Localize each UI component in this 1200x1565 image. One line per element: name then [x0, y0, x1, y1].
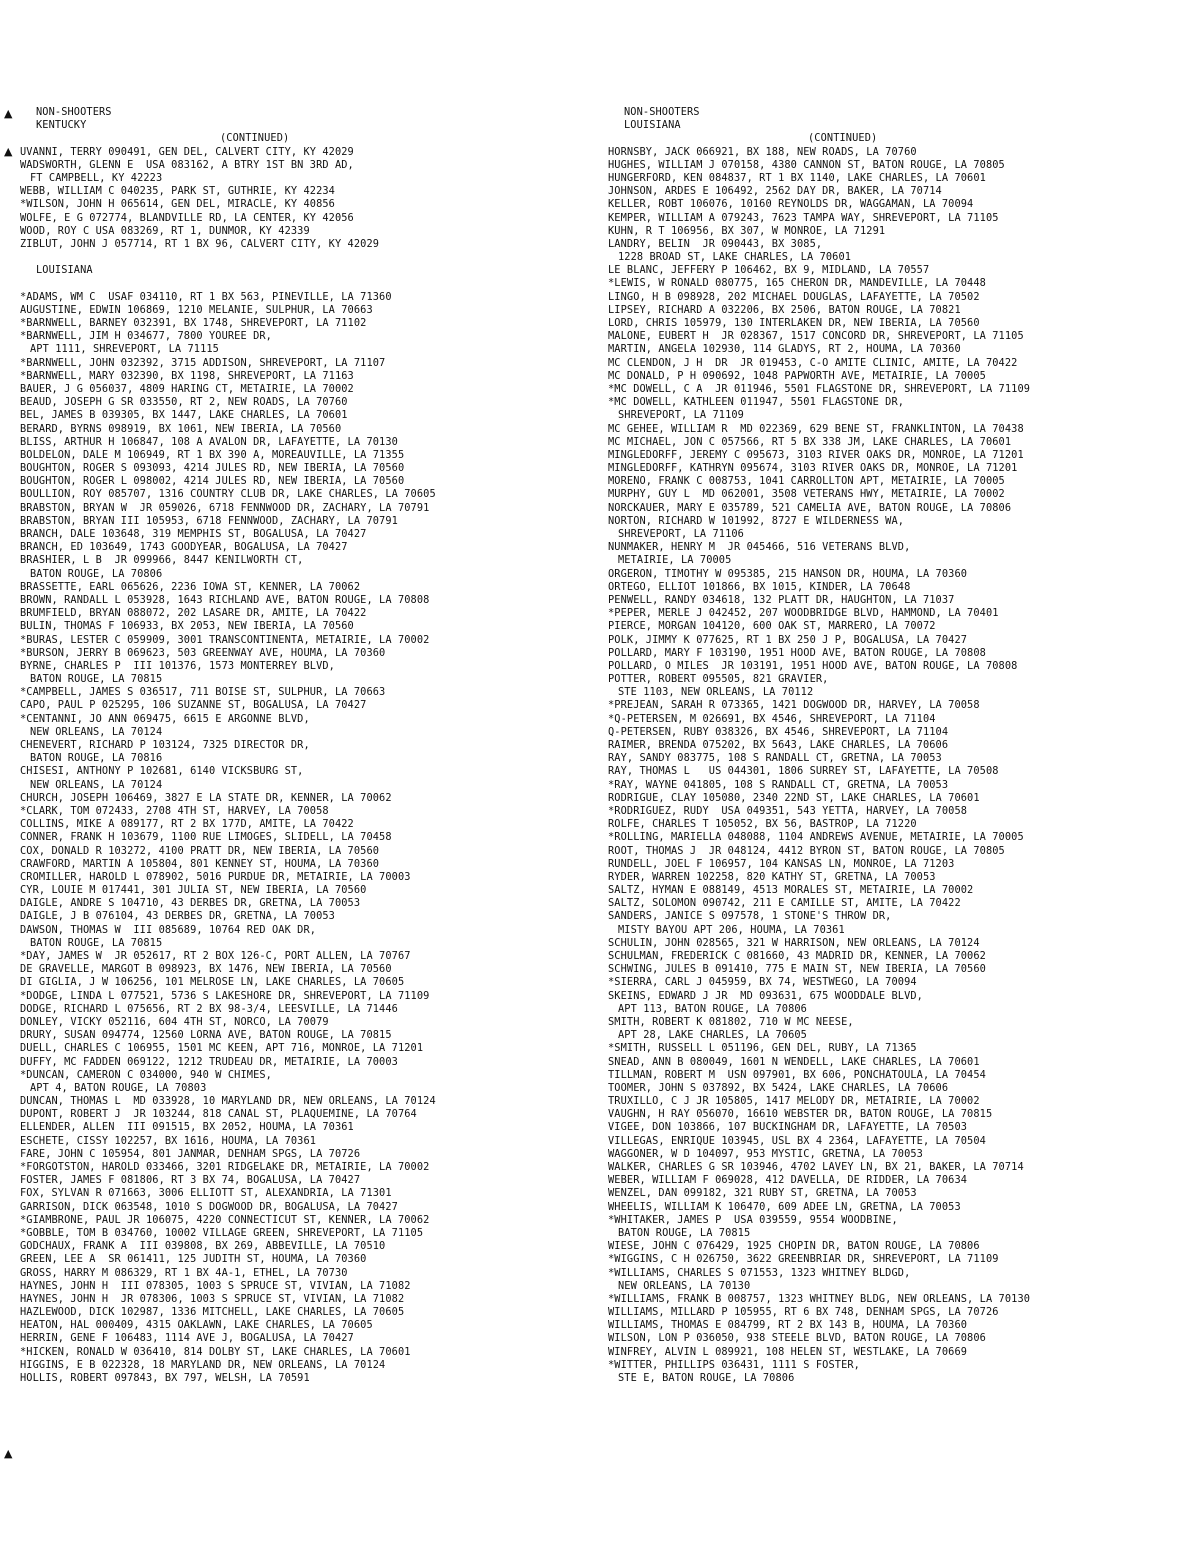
directory-entry: DUELL, CHARLES C 106955, 1501 MC KEEN, APT 716, MONROE, LA 71201	[20, 1042, 424, 1055]
directory-entry: BRABSTON, BRYAN W JR 059026, 6718 FENNWOOD DR, ZACHARY, LA 70791	[20, 501, 430, 514]
directory-entry: SALTZ, HYMAN E 088149, 4513 MORALES ST, METAIRIE, LA 70002	[608, 884, 974, 897]
directory-entry: BAUER, J G 056037, 4809 HARING CT, METAIRIE, LA 70002	[20, 382, 354, 395]
directory-entry: ROLFE, CHARLES T 105052, BX 56, BASTROP, LA 71220	[608, 818, 917, 831]
directory-entry: *PEPER, MERLE J 042452, 207 WOODBRIDGE BLVD, HAMMOND, LA 70401	[608, 607, 999, 620]
directory-entry: BOULLION, ROY 085707, 1316 COUNTRY CLUB DR, LAKE CHARLES, LA 70605	[20, 488, 436, 501]
directory-entry: DUPONT, ROBERT J JR 103244, 818 CANAL ST, PLAQUEMINE, LA 70764	[20, 1108, 417, 1121]
directory-entry: *BARNWELL, MARY 032390, BX 1198, SHREVEPORT, LA 71163	[20, 369, 354, 382]
directory-entry: *DUNCAN, CAMERON C 034000, 940 W CHIMES,	[20, 1068, 272, 1081]
directory-entry: SKEINS, EDWARD J JR MD 093631, 675 WOODDALE BLVD,	[608, 989, 923, 1002]
directory-entry: *ADAMS, WM C USAF 034110, RT 1 BX 563, PINEVILLE, LA 71360	[20, 290, 392, 303]
directory-entry: *LEWIS, W RONALD 080775, 165 CHERON DR, MANDEVILLE, LA 70448	[608, 277, 986, 290]
directory-entry: LANDRY, BELIN JR 090443, BX 3085,	[608, 237, 823, 250]
directory-entry: RUNDELL, JOEL F 106957, 104 KANSAS LN, MONROE, LA 71203	[608, 857, 955, 870]
directory-entry: CRAWFORD, MARTIN A 105804, 801 KENNEY ST, HOUMA, LA 70360	[20, 857, 380, 870]
directory-entry: WEBB, WILLIAM C 040235, PARK ST, GUTHRIE, KY 42234	[20, 185, 335, 198]
directory-entry: *WILLIAMS, CHARLES S 071553, 1323 WHITNEY BLDGD,	[608, 1266, 911, 1279]
entry-continuation-line: FT CAMPBELL, KY 42223	[30, 171, 163, 184]
directory-entry: MORENO, FRANK C 008753, 1041 CARROLLTON APT, METAIRIE, LA 70005	[608, 475, 1005, 488]
directory-entry: MARTIN, ANGELA 102930, 114 GLADYS, RT 2, HOUMA, LA 70360	[608, 343, 961, 356]
directory-entry: HORNSBY, JACK 066921, BX 188, NEW ROADS, LA 70760	[608, 145, 917, 158]
directory-entry: BOUGHTON, ROGER L 098002, 4214 JULES RD, NEW IBERIA, LA 70560	[20, 475, 405, 488]
entry-continuation-line: SHREVEPORT, LA 71109	[618, 409, 744, 422]
directory-entry: *SMITH, RUSSELL L 051196, GEN DEL, RUBY, LA 71365	[608, 1042, 917, 1055]
entry-continuation-line: BATON ROUGE, LA 70816	[30, 752, 163, 765]
directory-entry: LORD, CHRIS 105979, 130 INTERLAKEN DR, NEW IBERIA, LA 70560	[608, 317, 980, 329]
directory-entry: WHEELIS, WILLIAM K 106470, 609 ADEE LN, GRETNA, LA 70053	[608, 1200, 961, 1213]
entry-continuation-line: NEW ORLEANS, LA 70130	[618, 1279, 751, 1292]
directory-entry: GARRISON, DICK 063548, 1010 S DOGWOOD DR, BOGALUSA, LA 70427	[20, 1200, 398, 1213]
entry-continuation-line: STE 1103, NEW ORLEANS, LA 70112	[618, 686, 814, 699]
directory-entry: DAIGLE, ANDRE S 104710, 43 DERBES DR, GRETNA, LA 70053	[20, 897, 361, 910]
directory-entry: DE GRAVELLE, MARGOT B 098923, BX 1476, NEW IBERIA, LA 70560	[20, 963, 392, 976]
directory-entry: JOHNSON, ARDES E 106492, 2562 DAY DR, BAKER, LA 70714	[608, 185, 942, 198]
directory-entry: VAUGHN, H RAY 056070, 16610 WEBSTER DR, BATON ROUGE, LA 70815	[608, 1108, 993, 1121]
directory-entry: WILSON, LON P 036050, 938 STEELE BLVD, BATON ROUGE, LA 70806	[608, 1332, 986, 1345]
directory-entry: WILLIAMS, MILLARD P 105955, RT 6 BX 748, DENHAM SPGS, LA 70726	[608, 1306, 999, 1319]
directory-entry: GROSS, HARRY M 086329, RT 1 BX 4A-1, ETHEL, LA 70730	[20, 1266, 348, 1279]
left-column	[20, 106, 590, 1385]
directory-entry: RYDER, WARREN 102258, 820 KATHY ST, GRETNA, LA 70053	[608, 870, 936, 883]
directory-entry: CYR, LOUIE M 017441, 301 JULIA ST, NEW IBERIA, LA 70560	[20, 884, 367, 897]
directory-entry: RODRIGUE, CLAY 105080, 2340 22ND ST, LAKE CHARLES, LA 70601	[608, 791, 980, 804]
directory-entry: BRABSTON, BRYAN III 105953, 6718 FENNWOOD, ZACHARY, LA 70791	[20, 514, 398, 527]
directory-entry: HOLLIS, ROBERT 097843, BX 797, WELSH, LA 70591	[20, 1372, 310, 1384]
directory-entry: ZIBLUT, JOHN J 057714, RT 1 BX 96, CALVERT CITY, KY 42029	[20, 237, 380, 250]
directory-entry: *CLARK, TOM 072433, 2708 4TH ST, HARVEY, LA 70058	[20, 804, 329, 817]
directory-entry: BOUGHTON, ROGER S 093093, 4214 JULES RD, NEW IBERIA, LA 70560	[20, 462, 405, 475]
directory-entry: ORGERON, TIMOTHY W 095385, 215 HANSON DR, HOUMA, LA 70360	[608, 567, 968, 580]
directory-entry: UVANNI, TERRY 090491, GEN DEL, CALVERT CITY, KY 42029	[20, 145, 354, 158]
directory-entry: DAIGLE, J B 076104, 43 DERBES DR, GRETNA, LA 70053	[20, 910, 335, 923]
directory-entry: POTTER, ROBERT 095505, 821 GRAVIER,	[608, 673, 829, 686]
directory-entry: ESCHETE, CISSY 102257, BX 1616, HOUMA, LA 70361	[20, 1134, 317, 1147]
directory-entry: MINGLEDORFF, KATHRYN 095674, 3103 RIVER OAKS DR, MONROE, LA 71201	[608, 462, 1018, 475]
directory-entry: *GOBBLE, TOM B 034760, 10002 VILLAGE GREEN, SHREVEPORT, LA 71105	[20, 1226, 424, 1239]
directory-entry: BRANCH, DALE 103648, 319 MEMPHIS ST, BOGALUSA, LA 70427	[20, 528, 367, 540]
directory-entry: SCHWING, JULES B 091410, 775 E MAIN ST, NEW IBERIA, LA 70560	[608, 963, 986, 976]
directory-entry: BRANCH, ED 103649, 1743 GOODYEAR, BOGALUSA, LA 70427	[20, 541, 348, 554]
directory-entry: LIPSEY, RICHARD A 032206, BX 2506, BATON ROUGE, LA 70821	[608, 303, 961, 316]
directory-entry: KELLER, ROBT 106076, 10160 REYNOLDS DR, WAGGAMAN, LA 70094	[608, 198, 974, 211]
directory-entry: BRASSETTE, EARL 065626, 2236 IOWA ST, KENNER, LA 70062	[20, 580, 361, 593]
directory-entry: SANDERS, JANICE S 097578, 1 STONE'S THROW DR,	[608, 910, 892, 923]
entry-continuation-line: BATON ROUGE, LA 70815	[30, 936, 163, 949]
directory-entry: *WHITAKER, JAMES P USA 039559, 9554 WOODBINE,	[608, 1213, 898, 1226]
directory-entry: CHURCH, JOSEPH 106469, 3827 E LA STATE DR, KENNER, LA 70062	[20, 791, 392, 804]
directory-entry: NORTON, RICHARD W 101992, 8727 E WILDERNESS WA,	[608, 514, 905, 527]
directory-entry: *Q-PETERSEN, M 026691, BX 4546, SHREVEPORT, LA 71104	[608, 712, 936, 725]
entry-continuation-line: MISTY BAYOU APT 206, HOUMA, LA 70361	[618, 923, 845, 936]
margin-mark: ▲	[4, 107, 13, 120]
entry-continuation-line: APT 4, BATON ROUGE, LA 70803	[30, 1081, 207, 1094]
directory-entry: *DODGE, LINDA L 077521, 5736 S LAKESHORE DR, SHREVEPORT, LA 71109	[20, 989, 430, 1002]
directory-entry: Q-PETERSEN, RUBY 038326, BX 4546, SHREVEPORT, LA 71104	[608, 725, 949, 738]
directory-entry: *DAY, JAMES W JR 052617, RT 2 BOX 126-C, PORT ALLEN, LA 70767	[20, 950, 411, 962]
directory-entry: ROOT, THOMAS J JR 048124, 4412 BYRON ST, BATON ROUGE, LA 70805	[608, 844, 1005, 857]
directory-entry: COLLINS, MIKE A 089177, RT 2 BX 177D, AMITE, LA 70422	[20, 818, 354, 831]
directory-entry: *MC DOWELL, KATHLEEN 011947, 5501 FLAGSTONE DR,	[608, 396, 905, 409]
directory-entry: MINGLEDORFF, JEREMY C 095673, 3103 RIVER OAKS DR, MONROE, LA 71201	[608, 448, 1024, 461]
directory-entry: KUHN, R T 106956, BX 307, W MONROE, LA 71291	[608, 224, 886, 237]
directory-entry: FOSTER, JAMES F 081806, RT 3 BX 74, BOGALUSA, LA 70427	[20, 1174, 361, 1187]
directory-entry: HUGHES, WILLIAM J 070158, 4380 CANNON ST, BATON ROUGE, LA 70805	[608, 158, 1005, 171]
directory-entry: BRASHIER, L B JR 099966, 8447 KENILWORTH CT,	[20, 554, 304, 567]
directory-entry: SCHULMAN, FREDERICK C 081660, 43 MADRID DR, KENNER, LA 70062	[608, 950, 986, 962]
directory-entry: FOX, SYLVAN R 071663, 3006 ELLIOTT ST, ALEXANDRIA, LA 71301	[20, 1187, 392, 1200]
state-header: LOUISIANA	[624, 119, 681, 132]
state-header-louisiana: LOUISIANA	[36, 264, 93, 277]
directory-entry: RAY, SANDY 083775, 108 S RANDALL CT, GRETNA, LA 70053	[608, 752, 942, 765]
directory-entry: LE BLANC, JEFFERY P 106462, BX 9, MIDLAND, LA 70557	[608, 264, 930, 277]
directory-entry: NORCKAUER, MARY E 035789, 521 CAMELIA AVE, BATON ROUGE, LA 70806	[608, 501, 1012, 514]
directory-entry: CROMILLER, HAROLD L 078902, 5016 PURDUE DR, METAIRIE, LA 70003	[20, 870, 411, 883]
directory-entry: CHENEVERT, RICHARD P 103124, 7325 DIRECTOR DR,	[20, 739, 310, 751]
directory-entry: SNEAD, ANN B 080049, 1601 N WENDELL, LAKE CHARLES, LA 70601	[608, 1055, 980, 1068]
directory-entry: WOOD, ROY C USA 083269, RT 1, DUNMOR, KY 42339	[20, 224, 310, 237]
section-header: NON-SHOOTERS	[624, 106, 700, 118]
right-column	[608, 106, 1188, 1385]
directory-entry: HEATON, HAL 000409, 4315 OAKLAWN, LAKE CHARLES, LA 70605	[20, 1319, 373, 1332]
continued-label: (CONTINUED)	[220, 132, 290, 145]
directory-entry: PIERCE, MORGAN 104120, 600 OAK ST, MARRERO, LA 70072	[608, 620, 936, 633]
directory-entry: *RAY, WAYNE 041805, 108 S RANDALL CT, GRETNA, LA 70053	[608, 778, 949, 791]
directory-entry: SMITH, ROBERT K 081802, 710 W MC NEESE,	[608, 1015, 854, 1028]
entry-continuation-line: APT 28, LAKE CHARLES, LA 70605	[618, 1029, 807, 1042]
entry-continuation-line: BATON ROUGE, LA 70815	[618, 1226, 751, 1239]
directory-entry: DUNCAN, THOMAS L MD 033928, 10 MARYLAND DR, NEW ORLEANS, LA 70124	[20, 1095, 436, 1108]
entry-continuation-line: BATON ROUGE, LA 70806	[30, 567, 163, 580]
directory-entry: ORTEGO, ELLIOT 101866, BX 1015, KINDER, LA 70648	[608, 580, 911, 593]
directory-entry: *GIAMBRONE, PAUL JR 106075, 4220 CONNECTICUT ST, KENNER, LA 70062	[20, 1213, 430, 1226]
directory-entry: WADSWORTH, GLENN E USA 083162, A BTRY 1ST BN 3RD AD,	[20, 158, 354, 171]
directory-entry: HIGGINS, E B 022328, 18 MARYLAND DR, NEW ORLEANS, LA 70124	[20, 1358, 386, 1371]
directory-entry: *MC DOWELL, C A JR 011946, 5501 FLAGSTONE DR, SHREVEPORT, LA 71109	[608, 382, 1031, 395]
directory-entry: CHISESI, ANTHONY P 102681, 6140 VICKSBURG ST,	[20, 765, 304, 778]
directory-entry: HAZLEWOOD, DICK 102987, 1336 MITCHELL, LAKE CHARLES, LA 70605	[20, 1306, 405, 1319]
directory-entry: *WILLIAMS, FRANK B 008757, 1323 WHITNEY BLDG, NEW ORLEANS, LA 70130	[608, 1292, 1031, 1305]
directory-entry: CONNER, FRANK H 103679, 1100 RUE LIMOGES, SLIDELL, LA 70458	[20, 831, 392, 844]
directory-entry: WINFREY, ALVIN L 089921, 108 HELEN ST, WESTLAKE, LA 70669	[608, 1345, 968, 1358]
directory-entry: *FORGOTSTON, HAROLD 033466, 3201 RIDGELAKE DR, METAIRIE, LA 70002	[20, 1161, 430, 1173]
entry-continuation-line: BATON ROUGE, LA 70815	[30, 673, 163, 686]
directory-entry: GODCHAUX, FRANK A III 039808, BX 269, ABBEVILLE, LA 70510	[20, 1240, 386, 1253]
state-header: KENTUCKY	[36, 119, 87, 132]
louisiana-entry-list-continued	[608, 146, 1188, 1386]
kentucky-entry-list	[20, 146, 590, 252]
directory-entry: WAGGONER, W D 104097, 953 MYSTIC, GRETNA, LA 70053	[608, 1147, 923, 1160]
directory-entry: KEMPER, WILLIAM A 079243, 7623 TAMPA WAY, SHREVEPORT, LA 71105	[608, 211, 999, 224]
directory-entry: ELLENDER, ALLEN III 091515, BX 2052, HOUMA, LA 70361	[20, 1121, 354, 1134]
directory-entry: MC DONALD, P H 090692, 1048 PAPWORTH AVE, METAIRIE, LA 70005	[608, 369, 986, 382]
directory-entry: WILLIAMS, THOMAS E 084799, RT 2 BX 143 B, HOUMA, LA 70360	[608, 1319, 968, 1332]
directory-entry: *WITTER, PHILLIPS 036431, 1111 S FOSTER,	[608, 1358, 860, 1371]
entry-continuation-line: STE E, BATON ROUGE, LA 70806	[618, 1372, 795, 1384]
directory-entry: BEL, JAMES B 039305, BX 1447, LAKE CHARLES, LA 70601	[20, 409, 348, 422]
directory-entry: DI GIGLIA, J W 106256, 101 MELROSE LN, LAKE CHARLES, LA 70605	[20, 976, 405, 989]
directory-entry: DUFFY, MC FADDEN 069122, 1212 TRUDEAU DR, METAIRIE, LA 70003	[20, 1055, 398, 1068]
directory-entry: SCHULIN, JOHN 028565, 321 W HARRISON, NEW ORLEANS, LA 70124	[608, 936, 980, 949]
directory-entry: WOLFE, E G 072774, BLANDVILLE RD, LA CENTER, KY 42056	[20, 211, 354, 224]
entry-continuation-line: 1228 BROAD ST, LAKE CHARLES, LA 70601	[618, 251, 852, 264]
directory-entry: POLLARD, MARY F 103190, 1951 HOOD AVE, BATON ROUGE, LA 70808	[608, 646, 986, 659]
entry-continuation-line: APT 1111, SHREVEPORT, LA 71115	[30, 343, 219, 356]
entry-continuation-line: NEW ORLEANS, LA 70124	[30, 778, 163, 791]
directory-entry: *SIERRA, CARL J 045959, BX 74, WESTWEGO, LA 70094	[608, 976, 917, 989]
directory-entry: HAYNES, JOHN H III 078305, 1003 S SPRUCE ST, VIVIAN, LA 71082	[20, 1279, 411, 1292]
margin-mark: ▲	[4, 145, 13, 158]
directory-entry: *BURAS, LESTER C 059909, 3001 TRANSCONTINENTA, METAIRIE, LA 70002	[20, 633, 430, 646]
louisiana-entry-list	[20, 291, 590, 1386]
directory-entry: *CENTANNI, JO ANN 069475, 6615 E ARGONNE BLVD,	[20, 712, 310, 725]
directory-entry: MC CLENDON, J H DR JR 019453, C-O AMITE CLINIC, AMITE, LA 70422	[608, 356, 1018, 369]
continued-label: (CONTINUED)	[808, 132, 878, 145]
margin-mark: ▲	[4, 1447, 13, 1460]
directory-entry: *PREJEAN, SARAH R 073365, 1421 DOGWOOD DR, HARVEY, LA 70058	[608, 699, 980, 712]
directory-entry: WEBER, WILLIAM F 069028, 412 DAVELLA, DE RIDDER, LA 70634	[608, 1174, 968, 1187]
directory-entry: COX, DONALD R 103272, 4100 PRATT DR, NEW IBERIA, LA 70560	[20, 844, 380, 857]
directory-entry: RAY, THOMAS L US 044301, 1806 SURREY ST, LAFAYETTE, LA 70508	[608, 765, 999, 778]
directory-entry: SALTZ, SOLOMON 090742, 211 E CAMILLE ST, AMITE, LA 70422	[608, 897, 961, 910]
directory-entry: CAPO, PAUL P 025295, 106 SUZANNE ST, BOGALUSA, LA 70427	[20, 699, 367, 712]
directory-entry: TILLMAN, ROBERT M USN 097901, BX 606, PONCHATOULA, LA 70454	[608, 1068, 986, 1081]
directory-entry: GREEN, LEE A SR 061411, 125 JUDITH ST, HOUMA, LA 70360	[20, 1253, 367, 1266]
directory-entry: HAYNES, JOHN H JR 078306, 1003 S SPRUCE ST, VIVIAN, LA 71082	[20, 1292, 405, 1305]
directory-entry: LINGO, H B 098928, 202 MICHAEL DOUGLAS, LAFAYETTE, LA 70502	[608, 290, 980, 303]
directory-entry: PENWELL, RANDY 034618, 132 PLATT DR, HAUGHTON, LA 71037	[608, 593, 955, 606]
directory-entry: AUGUSTINE, EDWIN 106869, 1210 MELANIE, SULPHUR, LA 70663	[20, 303, 373, 316]
spacer	[20, 251, 590, 264]
directory-entry: HUNGERFORD, KEN 084837, RT 1 BX 1140, LAKE CHARLES, LA 70601	[608, 171, 986, 184]
directory-entry: *RODRIGUEZ, RUDY USA 049351, 543 YETTA, HARVEY, LA 70058	[608, 804, 968, 817]
directory-entry: *WIGGINS, C H 026750, 3622 GREENBRIAR DR, SHREVEPORT, LA 71109	[608, 1253, 999, 1266]
directory-entry: *BARNWELL, JOHN 032392, 3715 ADDISON, SHREVEPORT, LA 71107	[20, 356, 386, 369]
directory-entry: BRUMFIELD, BRYAN 088072, 202 LASARE DR, AMITE, LA 70422	[20, 607, 367, 620]
directory-entry: DAWSON, THOMAS W III 085689, 10764 RED OAK DR,	[20, 923, 317, 936]
directory-entry: BULIN, THOMAS F 106933, BX 2053, NEW IBERIA, LA 70560	[20, 620, 354, 633]
directory-entry: MC GEHEE, WILLIAM R MD 022369, 629 BENE ST, FRANKLINTON, LA 70438	[608, 422, 1024, 435]
directory-entry: MURPHY, GUY L MD 062001, 3508 VETERANS HWY, METAIRIE, LA 70002	[608, 488, 1005, 501]
entry-continuation-line: SHREVEPORT, LA 71106	[618, 528, 744, 540]
directory-entry: *HICKEN, RONALD W 036410, 814 DOLBY ST, LAKE CHARLES, LA 70601	[20, 1345, 411, 1358]
directory-entry: DODGE, RICHARD L 075656, RT 2 BX 98-3/4, LEESVILLE, LA 71446	[20, 1002, 398, 1015]
entry-continuation-line: NEW ORLEANS, LA 70124	[30, 725, 163, 738]
directory-entry: POLK, JIMMY K 077625, RT 1 BX 250 J P, BOGALUSA, LA 70427	[608, 633, 968, 646]
directory-entry: *BURSON, JERRY B 069623, 503 GREENWAY AVE, HOUMA, LA 70360	[20, 646, 386, 659]
directory-entry: POLLARD, O MILES JR 103191, 1951 HOOD AVE, BATON ROUGE, LA 70808	[608, 659, 1018, 672]
section-header: NON-SHOOTERS	[36, 106, 112, 118]
directory-entry: WENZEL, DAN 099182, 321 RUBY ST, GRETNA, LA 70053	[608, 1187, 917, 1200]
directory-entry: *ROLLING, MARIELLA 048088, 1104 ANDREWS AVENUE, METAIRIE, LA 70005	[608, 831, 1024, 844]
directory-entry: MALONE, EUBERT H JR 028367, 1517 CONCORD DR, SHREVEPORT, LA 71105	[608, 330, 1024, 343]
directory-entry: TOOMER, JOHN S 037892, BX 5424, LAKE CHARLES, LA 70606	[608, 1081, 949, 1094]
directory-entry: MC MICHAEL, JON C 057566, RT 5 BX 338 JM, LAKE CHARLES, LA 70601	[608, 435, 1012, 448]
directory-entry: *BARNWELL, JIM H 034677, 7800 YOUREE DR,	[20, 330, 272, 343]
entry-continuation-line: METAIRIE, LA 70005	[618, 554, 732, 567]
directory-entry: VILLEGAS, ENRIQUE 103945, USL BX 4 2364, LAFAYETTE, LA 70504	[608, 1134, 986, 1147]
directory-entry: *CAMPBELL, JAMES S 036517, 711 BOISE ST, SULPHUR, LA 70663	[20, 686, 386, 699]
directory-entry: BLISS, ARTHUR H 106847, 108 A AVALON DR, LAFAYETTE, LA 70130	[20, 435, 398, 448]
directory-entry: WALKER, CHARLES G SR 103946, 4702 LAVEY LN, BX 21, BAKER, LA 70714	[608, 1161, 1024, 1173]
spacer	[20, 277, 590, 290]
directory-entry: NUNMAKER, HENRY M JR 045466, 516 VETERANS BLVD,	[608, 541, 911, 554]
directory-entry: BROWN, RANDALL L 053928, 1643 RICHLAND AVE, BATON ROUGE, LA 70808	[20, 593, 430, 606]
directory-entry: WIESE, JOHN C 076429, 1925 CHOPIN DR, BATON ROUGE, LA 70806	[608, 1240, 980, 1253]
directory-entry: VIGEE, DON 103866, 107 BUCKINGHAM DR, LAFAYETTE, LA 70503	[608, 1121, 968, 1134]
directory-entry: DONLEY, VICKY 052116, 604 4TH ST, NORCO, LA 70079	[20, 1015, 329, 1028]
directory-entry: BEAUD, JOSEPH G SR 033550, RT 2, NEW ROADS, LA 70760	[20, 396, 348, 409]
directory-entry: BYRNE, CHARLES P III 101376, 1573 MONTERREY BLVD,	[20, 659, 335, 672]
directory-entry: HERRIN, GENE F 106483, 1114 AVE J, BOGALUSA, LA 70427	[20, 1332, 354, 1345]
directory-entry: *BARNWELL, BARNEY 032391, BX 1748, SHREVEPORT, LA 71102	[20, 317, 367, 329]
directory-entry: BERARD, BYRNS 098919, BX 1061, NEW IBERIA, LA 70560	[20, 422, 342, 435]
entry-continuation-line: APT 113, BATON ROUGE, LA 70806	[618, 1002, 807, 1015]
directory-entry: TRUXILLO, C J JR 105805, 1417 MELODY DR, METAIRIE, LA 70002	[608, 1095, 980, 1108]
directory-entry: *WILSON, JOHN H 065614, GEN DEL, MIRACLE, KY 40856	[20, 198, 335, 211]
directory-entry: DRURY, SUSAN 094774, 12560 LORNA AVE, BATON ROUGE, LA 70815	[20, 1029, 392, 1042]
directory-entry: RAIMER, BRENDA 075202, BX 5643, LAKE CHARLES, LA 70606	[608, 739, 949, 751]
directory-entry: BOLDELON, DALE M 106949, RT 1 BX 390 A, MOREAUVILLE, LA 71355	[20, 448, 405, 461]
directory-entry: FARE, JOHN C 105954, 801 JANMAR, DENHAM SPGS, LA 70726	[20, 1147, 361, 1160]
